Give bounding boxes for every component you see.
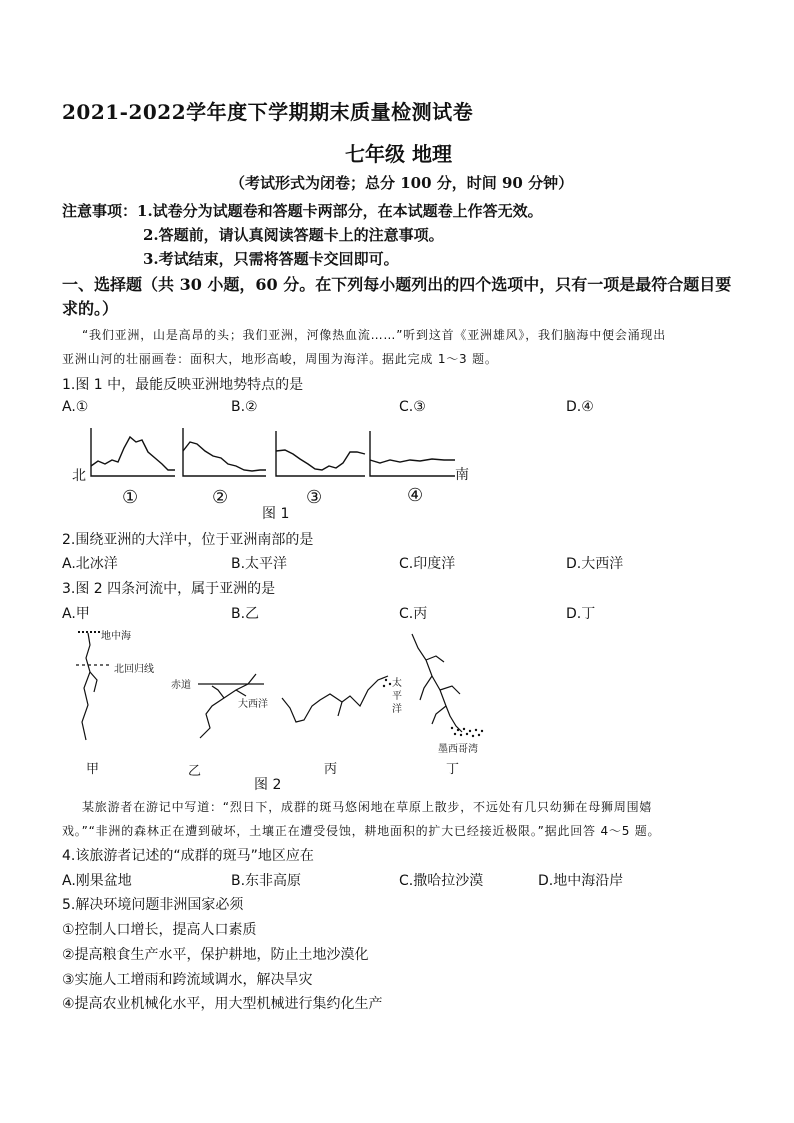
exam-title: 2021-2022学年度下学期期末质量检测试卷: [62, 100, 474, 124]
q3-option-c[interactable]: C.丙: [399, 606, 428, 622]
fig1-caption: 图 1: [262, 506, 290, 522]
fig2-mediterranean-label: 地中海: [101, 631, 131, 642]
q1-option-c[interactable]: C.③: [399, 399, 426, 415]
question-2-stem: 2.围绕亚洲的大洋中，位于亚洲南部的是: [62, 532, 314, 548]
q3-option-d[interactable]: D.丁: [566, 606, 596, 622]
question-5-stem: 5.解决环境问题非洲国家必须: [62, 897, 244, 913]
fig2-atlantic-label: 大西洋: [238, 699, 268, 710]
question-1-stem: 1.图 1 中，最能反映亚洲地势特点的是: [62, 377, 304, 393]
q3-option-a[interactable]: A.甲: [62, 606, 90, 622]
question-3-stem: 3.图 2 四条河流中，属于亚洲的是: [62, 581, 276, 597]
fig1-south-label: 南: [455, 467, 469, 483]
q5-item-1: ①控制人口增长，提高人口素质: [62, 922, 257, 938]
fig2-label-bing: 丙: [324, 762, 338, 777]
fig2-pacific-label-3: 洋: [392, 704, 402, 715]
fig2-equator-label: 赤道: [171, 680, 191, 691]
note-3: 3.考试结束，只需将答题卡交回即可。: [143, 250, 399, 268]
q4-option-a[interactable]: A.刚果盆地: [62, 873, 132, 889]
note-2: 2.答题前，请认真阅读答题卡上的注意事项。: [143, 226, 444, 244]
q1-option-a[interactable]: A.①: [62, 399, 89, 415]
q5-item-2: ②提高粮食生产水平，保护耕地，防止土地沙漠化: [62, 947, 369, 963]
section-heading-line1: 一、选择题（共 30 小题，60 分。在下列每小题列出的四个选项中，只有一项是最符合题目要: [62, 275, 732, 294]
fig2-tropic-label: 北回归线: [114, 664, 154, 675]
exam-mode: （考试形式为闭卷；总分 100 分，时间 90 分钟）: [230, 174, 574, 192]
q1-option-d[interactable]: D.④: [566, 399, 594, 415]
q3-option-b[interactable]: B.乙: [231, 606, 260, 622]
river-jia: [82, 633, 90, 740]
note-1: 注意事项：1.试卷分为试题卷和答题卡两部分，在本试题卷上作答无效。: [62, 202, 543, 220]
q2-option-b[interactable]: B.太平洋: [231, 556, 288, 572]
fig2-label-yi: 乙: [188, 764, 202, 779]
exam-subtitle: 七年级 地理: [345, 142, 452, 166]
fig1-label-4: ④: [407, 485, 424, 506]
q2-option-a[interactable]: A.北冰洋: [62, 556, 118, 572]
passage2-line1: 某旅游者在游记中写道：“烈日下，成群的斑马悠闲地在草原上散步，不远处有几只幼狮在母狮周围嬉: [82, 800, 653, 814]
question-4-stem: 4.该旅游者记述的“成群的斑马”地区应在: [62, 848, 314, 864]
fig2-caption: 图 2: [254, 777, 282, 793]
river-ding: [412, 634, 462, 732]
fig2-label-ding: 丁: [446, 762, 460, 777]
fig1-label-3: ③: [306, 487, 323, 508]
fig2-label-jia: 甲: [86, 762, 100, 777]
q2-option-d[interactable]: D.大西洋: [566, 556, 624, 572]
fig1-label-1: ①: [122, 487, 139, 508]
passage1-line1: “我们亚洲，山是高昂的头；我们亚洲，河像热血流……”听到这首《亚洲雄风》，我们脑海中便会涌现出: [82, 328, 667, 342]
river-bing: [282, 676, 388, 722]
q2-option-c[interactable]: C.印度洋: [399, 556, 456, 572]
q4-option-b[interactable]: B.东非高原: [231, 873, 302, 889]
fig1-label-2: ②: [212, 487, 229, 508]
fig1-north-label: 北: [72, 468, 86, 484]
q5-item-4: ④提高农业机械化水平，用大型机械进行集约化生产: [62, 996, 383, 1012]
passage2-line2: 戏。”“非洲的森林正在遭到破坏，土壤正在遭受侵蚀，耕地面积的扩大已经接近极限。”据此回答 4～5 题。: [62, 824, 661, 838]
fig2-pacific-label-1: 太: [392, 678, 402, 689]
q4-option-c[interactable]: C.撒哈拉沙漠: [399, 873, 484, 889]
q1-option-b[interactable]: B.②: [231, 399, 258, 415]
section-heading-line2: 求的。）: [62, 299, 119, 318]
q4-option-d[interactable]: D.地中海沿岸: [538, 873, 624, 889]
q5-item-3: ③实施人工增雨和跨流域调水，解决旱灾: [62, 972, 313, 988]
fig2-gulf-mexico-label: 墨西哥湾: [438, 744, 478, 755]
passage1-line2: 亚洲山河的壮丽画卷：面积大，地形高峻，周围为海洋。据此完成 1～3 题。: [62, 352, 498, 366]
fig2-pacific-label-2: 平: [392, 691, 402, 702]
